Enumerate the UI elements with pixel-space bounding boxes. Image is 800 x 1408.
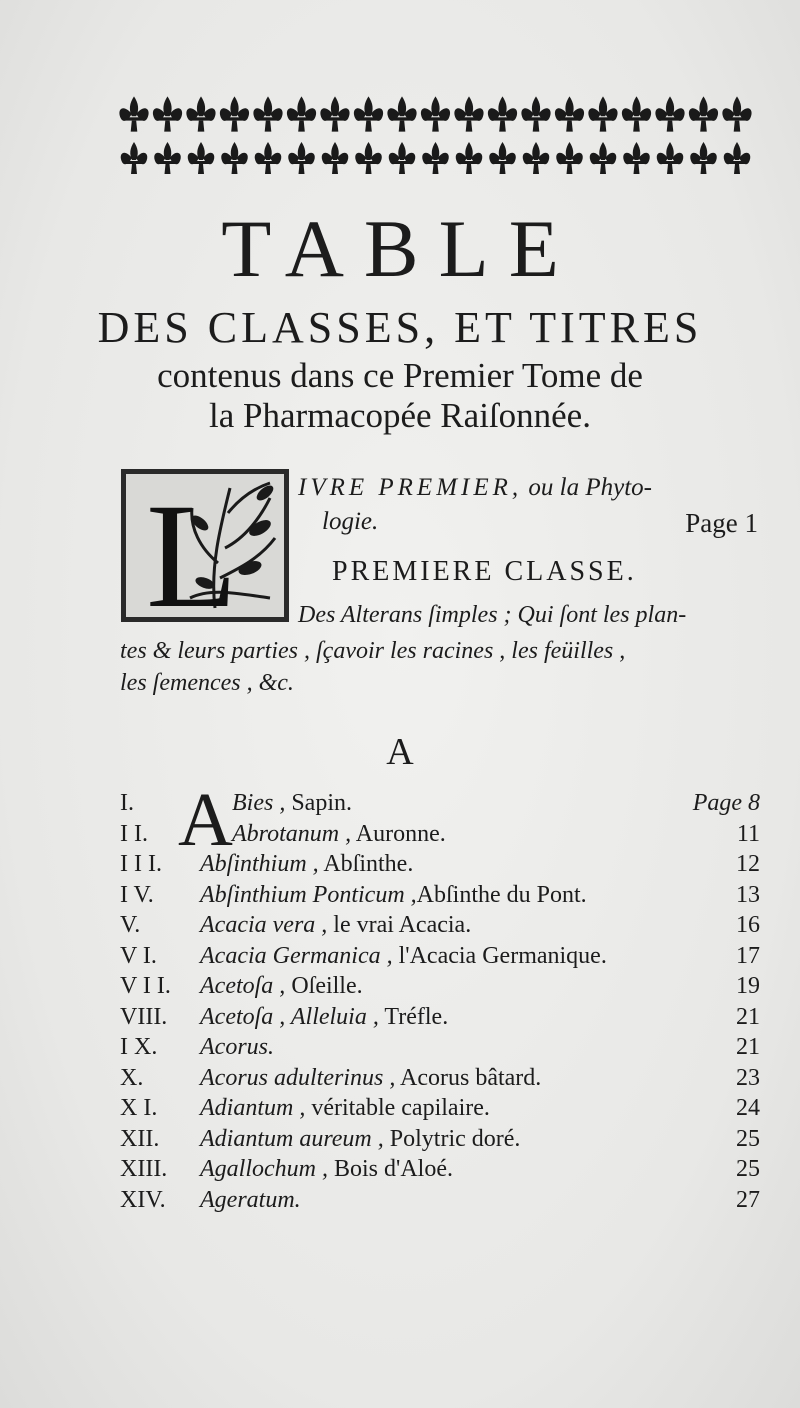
entry-number: XIII. <box>120 1156 168 1182</box>
page-subtitle: DES CLASSES, ET TITRES <box>97 303 703 352</box>
list-item <box>120 1091 760 1123</box>
classe-heading: PREMIERE CLASSE. <box>332 556 637 587</box>
description-line-3: les ſemences , &c. <box>120 670 294 696</box>
entry-latin: Bies , <box>232 790 286 816</box>
entry-french: Abſinthe du Pont. <box>416 881 587 908</box>
livre-line-2 <box>322 508 758 536</box>
subtitle-line-3: la Pharmacopée Raiſonnée. <box>209 396 591 435</box>
entry-page: 21 <box>736 1034 760 1060</box>
entry-page: 13 <box>736 881 760 908</box>
entry-page: 12 <box>736 851 760 877</box>
entry-number: XII. <box>120 1125 160 1152</box>
entry-latin: Adiantum , <box>200 1095 306 1121</box>
list-item <box>120 939 760 971</box>
entry-french: Oſeille. <box>285 973 363 999</box>
entry-page: Page 8 <box>692 790 760 816</box>
livre-title: IVRE PREMIER, <box>298 474 523 501</box>
list-item <box>120 1183 760 1215</box>
description-line-1: Des Alterans ſimples ; Qui ſont les plan- <box>298 602 687 628</box>
subtitle-line-2: contenus dans ce Premier Tome de <box>157 356 643 395</box>
entry-page: 23 <box>736 1064 760 1091</box>
list-item <box>120 786 760 818</box>
entry-number: XIV. <box>120 1186 166 1213</box>
list-item <box>120 1122 760 1154</box>
entry-page: 25 <box>736 1156 760 1182</box>
entry-number: VIII. <box>120 1003 168 1030</box>
entry-name <box>200 1004 448 1031</box>
entry-french: Polytric doré. <box>383 1125 521 1152</box>
entry-latin: Acacia Germanica , <box>200 942 393 969</box>
list-item <box>120 1061 760 1093</box>
entry-dropcap: A <box>178 778 233 862</box>
entry-number: I X. <box>120 1034 158 1060</box>
entry-french: le vrai Acacia. <box>327 912 472 938</box>
entry-name <box>200 1126 520 1153</box>
entry-name <box>200 882 587 909</box>
entry-page: 16 <box>736 912 760 938</box>
entry-french: Acorus bâtard. <box>395 1064 542 1091</box>
entry-number: V. <box>120 912 141 938</box>
entry-number: I I I. <box>120 851 162 877</box>
section-letter: A <box>386 731 414 773</box>
entry-french: Sapin. <box>285 790 352 816</box>
entry-latin: Abſinthium Ponticum , <box>200 881 417 908</box>
entry-number: I. <box>120 790 134 816</box>
entry-name <box>200 1034 274 1061</box>
list-item <box>120 1152 760 1184</box>
entry-name <box>200 1156 453 1183</box>
page-title: TABLE <box>221 203 579 294</box>
list-item <box>120 969 760 1001</box>
list-item <box>120 847 760 879</box>
entry-number: X. <box>120 1064 144 1091</box>
entry-name <box>232 821 446 848</box>
entry-latin: Acetoſa , Alleluia , <box>200 1003 379 1030</box>
entry-number: I I. <box>120 820 148 847</box>
entry-name <box>200 1095 490 1122</box>
entry-name <box>200 912 471 939</box>
description-line-2: tes & leurs parties , ſçavoir les racines , les feüilles , <box>120 638 626 664</box>
entry-latin: Adiantum aureum , <box>200 1125 384 1152</box>
entry-page: 24 <box>736 1095 760 1121</box>
entry-name <box>200 943 607 970</box>
entry-latin: Abſinthium , <box>200 851 319 877</box>
livre-tail: ou la Phyto- <box>528 474 652 501</box>
list-item <box>120 908 760 940</box>
livre-heading <box>298 474 758 502</box>
entry-french: Auronne. <box>351 820 446 847</box>
livre-page: Page 1 <box>685 508 758 538</box>
entry-latin: Ageratum. <box>200 1186 301 1213</box>
entry-name <box>200 851 413 878</box>
entry-french: Abſinthe. <box>318 851 414 877</box>
entry-name <box>200 1065 541 1092</box>
entry-page: 21 <box>736 1003 760 1030</box>
list-item <box>120 817 760 849</box>
entry-page: 25 <box>736 1125 760 1152</box>
entry-french: Tréfle. <box>378 1003 449 1030</box>
entry-latin: Acetoſa , <box>200 973 286 999</box>
entry-page: 17 <box>736 942 760 969</box>
list-item <box>120 1030 760 1062</box>
list-item <box>120 878 760 910</box>
entry-number: V I I. <box>120 973 171 999</box>
entry-number: X I. <box>120 1095 158 1121</box>
livre-word: logie. <box>322 508 379 535</box>
entry-latin: Agallochum , <box>200 1156 328 1182</box>
entry-latin: Acacia vera , <box>200 912 328 938</box>
entry-page: 11 <box>736 820 760 847</box>
entry-french: l'Acacia Germanique. <box>392 942 607 969</box>
entry-page: 19 <box>736 973 760 999</box>
entry-name <box>232 790 352 817</box>
initial-letter: L <box>146 473 238 623</box>
entry-french: véritable capilaire. <box>305 1095 490 1121</box>
entry-number: V I. <box>120 942 157 969</box>
entry-latin: Acorus. <box>200 1034 274 1060</box>
decorated-initial-icon <box>120 468 290 623</box>
entry-page: 27 <box>736 1186 760 1213</box>
entry-name <box>200 973 363 1000</box>
entry-french: Bois d'Aloé. <box>327 1156 453 1182</box>
list-item <box>120 1000 760 1032</box>
fleur-de-lis-ornament-icon <box>118 86 758 186</box>
entry-name <box>200 1187 301 1214</box>
entry-latin: Acorus adulterinus , <box>200 1064 396 1091</box>
entry-latin: Abrotanum , <box>232 820 352 847</box>
entry-number: I V. <box>120 881 154 908</box>
